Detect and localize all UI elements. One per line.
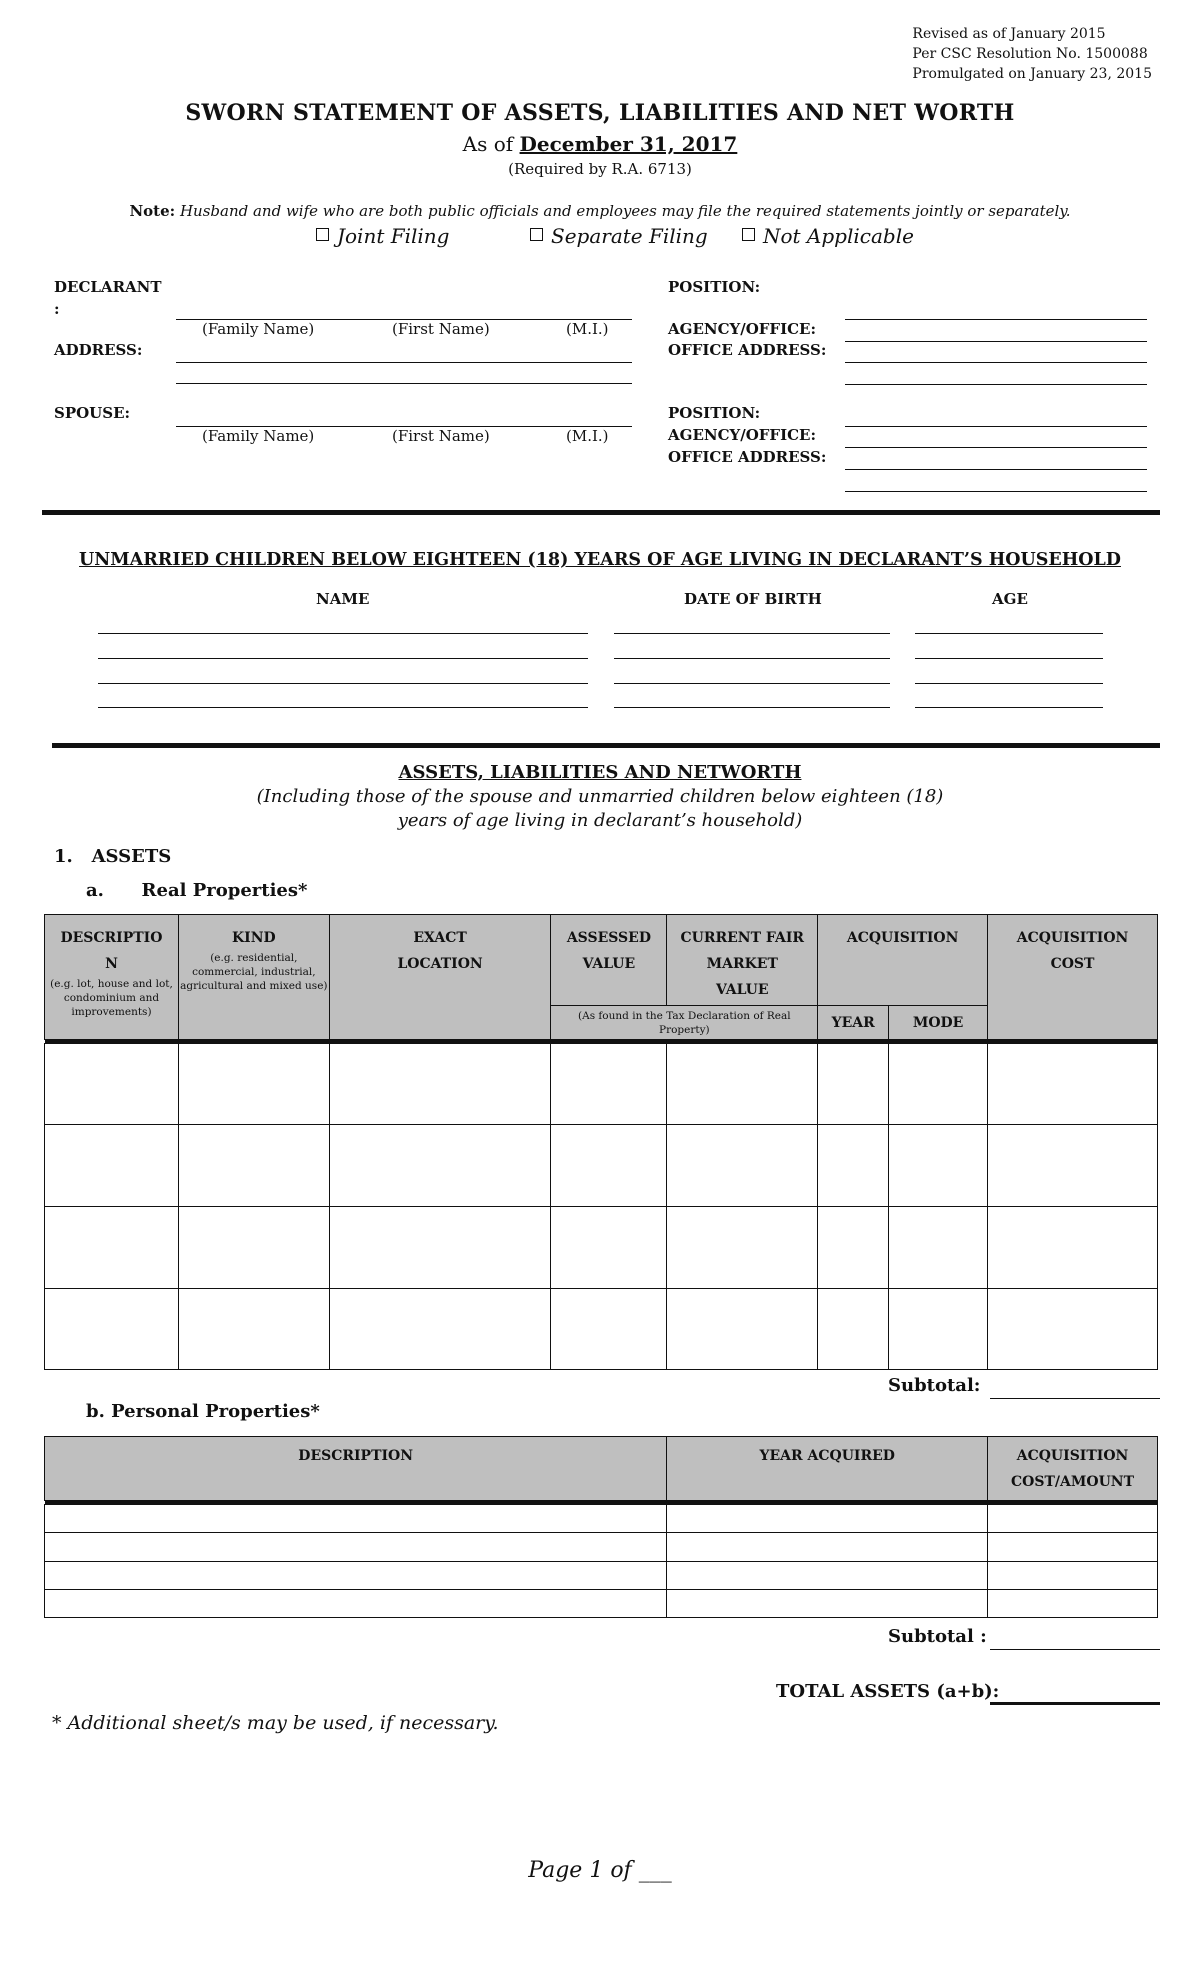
cell[interactable] [667, 1505, 988, 1533]
col-mode: MODE [889, 1006, 988, 1040]
checkbox-icon [742, 228, 755, 241]
col-year: YEAR [818, 1006, 889, 1040]
col-kind-label: KIND [232, 930, 276, 946]
children-col-name: NAME [316, 590, 370, 608]
cell[interactable] [988, 1590, 1158, 1618]
cell[interactable] [818, 1289, 889, 1370]
spouse-mi-caption: (M.I.) [566, 427, 609, 445]
real-properties-heading: a. Real Properties* [86, 880, 308, 901]
child-name-line[interactable] [98, 683, 588, 684]
child-name-line[interactable] [98, 707, 588, 708]
note-text: Husband and wife who are both public officials and employees may file the required statements jointly or separately. [179, 202, 1071, 220]
spouse-office-address-line-2[interactable] [845, 491, 1147, 492]
separate-filing-label: Separate Filing [551, 224, 708, 248]
spouse-first-name-caption: (First Name) [392, 427, 490, 445]
spouse-position-line[interactable] [845, 426, 1147, 427]
alnw-subtitle-2: years of age living in declarant’s household) [397, 810, 803, 831]
cell[interactable] [988, 1289, 1158, 1370]
table-row[interactable] [45, 1207, 1158, 1289]
table-row[interactable] [45, 1125, 1158, 1207]
table-row[interactable] [45, 1044, 1158, 1125]
address-label: ADDRESS: [54, 341, 143, 359]
col-tax-note: (As found in the Tax Declaration of Real Property) [551, 1006, 818, 1040]
col-fair-l2: MARKET [706, 956, 778, 972]
col-description-l1: DESCRIPTIO [60, 930, 163, 946]
cell[interactable] [45, 1207, 179, 1289]
cell[interactable] [667, 1562, 988, 1590]
col-cost-l2: COST [1050, 956, 1095, 972]
cell[interactable] [667, 1289, 818, 1370]
not-applicable-checkbox[interactable] [742, 224, 914, 248]
cell[interactable] [988, 1125, 1158, 1207]
declarant-colon: : [54, 300, 60, 318]
table-row[interactable] [45, 1289, 1158, 1370]
declarant-first-name-caption: (First Name) [392, 320, 490, 338]
cell[interactable] [45, 1562, 667, 1590]
cell[interactable] [178, 1044, 329, 1125]
spouse-label: SPOUSE: [54, 404, 131, 422]
cell[interactable] [551, 1207, 667, 1289]
col-assessed-l1: ASSESSED [566, 930, 651, 946]
cell[interactable] [551, 1125, 667, 1207]
col-cost-l1: ACQUISITION [1016, 930, 1129, 946]
not-applicable-label: Not Applicable [763, 224, 914, 248]
cell[interactable] [329, 1289, 551, 1370]
child-age-line[interactable] [915, 707, 1103, 708]
child-age-line[interactable] [915, 633, 1103, 634]
col-kind [178, 915, 329, 1040]
real-subtotal-line[interactable] [990, 1398, 1160, 1399]
cell[interactable] [45, 1533, 667, 1562]
child-name-line[interactable] [98, 633, 588, 634]
col-kind-note: (e.g. residential, commercial, industrial, agricultural and mixed use) [180, 952, 328, 992]
col-fair-l3: VALUE [715, 982, 769, 998]
table-row[interactable] [45, 1590, 1158, 1618]
cell[interactable] [667, 1590, 988, 1618]
col-personal-year: YEAR ACQUIRED [667, 1437, 988, 1501]
position-label: POSITION: [668, 278, 761, 296]
office-address-label: OFFICE ADDRESS: [668, 341, 827, 359]
personal-subtotal-line[interactable] [990, 1649, 1160, 1650]
cell[interactable] [889, 1125, 988, 1207]
alnw-title: ASSETS, LIABILITIES AND NETWORTH [398, 762, 802, 783]
col-acquisition-cost [988, 915, 1158, 1040]
joint-filing-checkbox[interactable] [316, 224, 449, 248]
col-assessed-value [551, 915, 667, 1006]
children-col-age: AGE [992, 590, 1028, 608]
page-number: Page 1 of ___ [528, 1858, 672, 1883]
filing-note [0, 202, 1200, 220]
table-row[interactable] [45, 1505, 1158, 1533]
revision-line-1: Revised as of January 2015 [912, 26, 1106, 42]
agency-label: AGENCY/OFFICE: [668, 320, 817, 338]
cell[interactable] [667, 1125, 818, 1207]
children-section-title: UNMARRIED CHILDREN BELOW EIGHTEEN (18) YEARS OF AGE LIVING IN DECLARANT’S HOUSEHOLD [79, 550, 1121, 570]
spouse-agency-label: AGENCY/OFFICE: [668, 426, 817, 444]
col-personal-cost: ACQUISITION COST/AMOUNT [988, 1437, 1158, 1501]
cell[interactable] [45, 1289, 179, 1370]
as-of-date: December 31, 2017 [519, 132, 738, 156]
child-dob-line[interactable] [614, 658, 890, 659]
col-description-note: (e.g. lot, house and lot, condominium and improvements) [50, 978, 173, 1018]
total-assets-line[interactable] [990, 1702, 1160, 1705]
spouse-agency-line[interactable] [845, 447, 1147, 448]
child-age-line[interactable] [915, 658, 1103, 659]
cell[interactable] [329, 1207, 551, 1289]
required-by: (Required by R.A. 6713) [508, 160, 692, 178]
revision-line-3: Promulgated on January 23, 2015 [912, 66, 1152, 82]
section-divider [42, 510, 1160, 515]
cell[interactable] [178, 1289, 329, 1370]
child-name-line[interactable] [98, 658, 588, 659]
address-line-1[interactable] [176, 362, 632, 363]
child-dob-line[interactable] [614, 683, 890, 684]
cell[interactable] [667, 1207, 818, 1289]
real-properties-table [44, 914, 1158, 1370]
assets-heading: 1. ASSETS [54, 846, 172, 867]
personal-properties-heading: b. Personal Properties* [86, 1401, 320, 1422]
col-fair-market-value [667, 915, 818, 1006]
address-line-2[interactable] [176, 383, 632, 384]
declarant-family-name-caption: (Family Name) [202, 320, 315, 338]
child-age-line[interactable] [915, 683, 1103, 684]
real-subtotal-label: Subtotal: [888, 1375, 981, 1396]
spouse-position-label: POSITION: [668, 404, 761, 422]
col-fair-l1: CURRENT FAIR [680, 930, 805, 946]
col-location [329, 915, 551, 1040]
as-of-line [0, 132, 1200, 156]
cell[interactable] [818, 1044, 889, 1125]
table-row[interactable] [45, 1562, 1158, 1590]
cell[interactable] [667, 1533, 988, 1562]
position-line[interactable] [845, 319, 1147, 320]
spouse-office-address-label: OFFICE ADDRESS: [668, 448, 827, 466]
cell[interactable] [988, 1044, 1158, 1125]
col-location-l1: EXACT [413, 930, 467, 946]
alnw-subtitle-1: (Including those of the spouse and unmarried children below eighteen (18) [256, 786, 944, 807]
cell[interactable] [329, 1044, 551, 1125]
cell[interactable] [45, 1590, 667, 1618]
additional-sheets-note: * Additional sheet/s may be used, if necessary. [52, 1712, 499, 1734]
cell[interactable] [889, 1207, 988, 1289]
col-personal-description: DESCRIPTION [45, 1437, 667, 1501]
revision-line-2: Per CSC Resolution No. 1500088 [912, 46, 1148, 62]
child-dob-line[interactable] [614, 633, 890, 634]
total-assets-label: TOTAL ASSETS (a+b): [776, 1681, 1000, 1702]
cell[interactable] [818, 1207, 889, 1289]
table-row[interactable] [45, 1533, 1158, 1562]
col-location-l2: LOCATION [397, 956, 483, 972]
cell[interactable] [988, 1505, 1158, 1533]
cell[interactable] [45, 1505, 667, 1533]
declarant-mi-caption: (M.I.) [566, 320, 609, 338]
cell[interactable] [45, 1125, 179, 1207]
as-of-prefix: As of [462, 132, 514, 156]
spouse-office-address-line-1[interactable] [845, 469, 1147, 470]
office-address-line-2[interactable] [845, 384, 1147, 385]
child-dob-line[interactable] [614, 707, 890, 708]
checkbox-icon [316, 228, 329, 241]
spouse-family-name-caption: (Family Name) [202, 427, 315, 445]
cell[interactable] [889, 1044, 988, 1125]
col-acquisition-label: ACQUISITION [846, 930, 959, 946]
section-divider [52, 743, 1160, 748]
cell[interactable] [45, 1044, 179, 1125]
children-col-dob: DATE OF BIRTH [684, 590, 822, 608]
checkbox-icon [530, 228, 543, 241]
cell[interactable] [818, 1125, 889, 1207]
cell[interactable] [329, 1125, 551, 1207]
agency-line[interactable] [845, 341, 1147, 342]
page-title: SWORN STATEMENT OF ASSETS, LIABILITIES AND NET WORTH [185, 100, 1015, 126]
note-label: Note: [129, 202, 176, 220]
cell[interactable] [178, 1125, 329, 1207]
cell[interactable] [551, 1044, 667, 1125]
col-description-l2: N [105, 956, 118, 972]
cell[interactable] [988, 1533, 1158, 1562]
joint-filing-label: Joint Filing [337, 224, 450, 248]
cell[interactable] [988, 1562, 1158, 1590]
col-acquisition [818, 915, 988, 1006]
declarant-label: DECLARANT [54, 278, 162, 296]
revision-info [912, 24, 1152, 84]
separate-filing-checkbox[interactable] [530, 224, 708, 248]
cell[interactable] [551, 1289, 667, 1370]
cell[interactable] [178, 1207, 329, 1289]
col-assessed-l2: VALUE [582, 956, 636, 972]
cell[interactable] [667, 1044, 818, 1125]
cell[interactable] [889, 1289, 988, 1370]
cell[interactable] [988, 1207, 1158, 1289]
personal-subtotal-label: Subtotal : [888, 1626, 987, 1647]
col-description [45, 915, 179, 1040]
office-address-line-1[interactable] [845, 362, 1147, 363]
personal-properties-table [44, 1436, 1158, 1618]
